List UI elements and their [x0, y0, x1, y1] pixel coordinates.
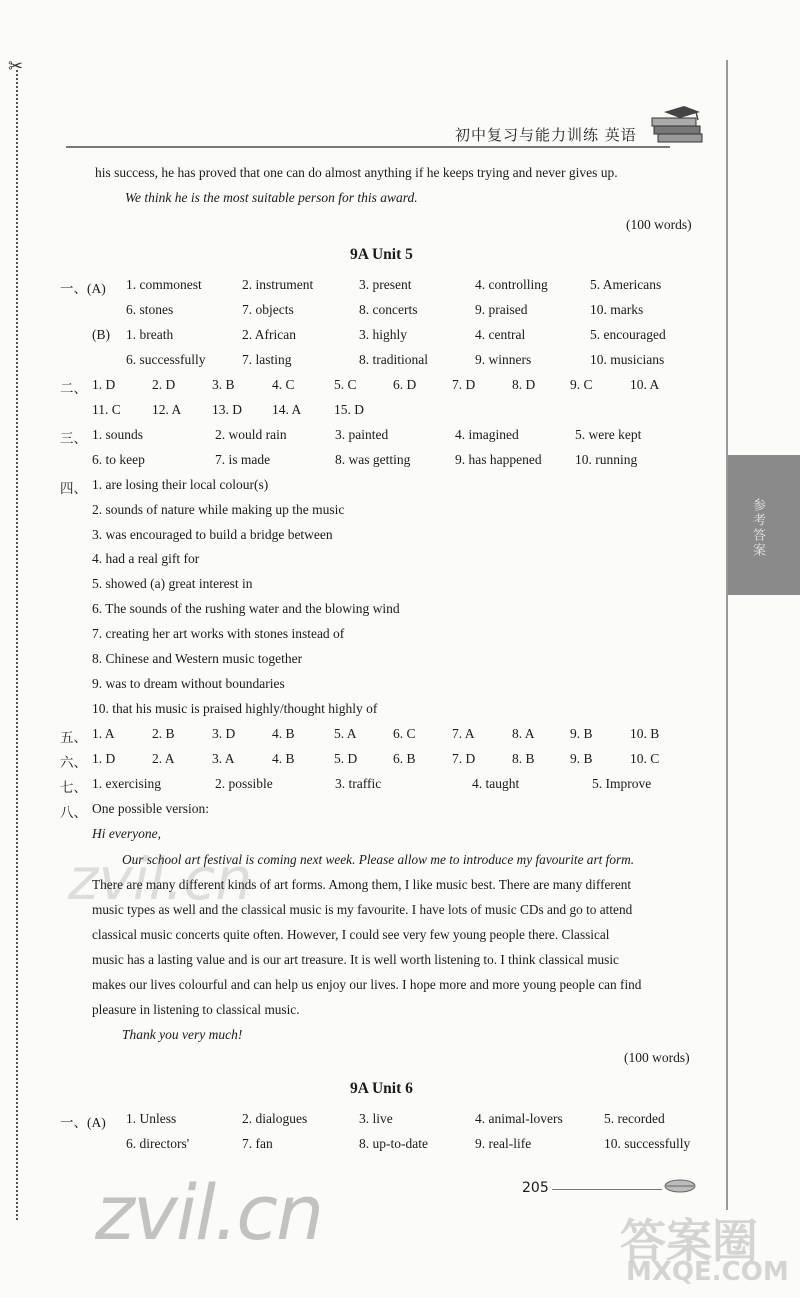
- u5-s6-3: 3. A: [212, 751, 235, 766]
- u5-s7-2: 2. possible: [215, 776, 273, 791]
- u5-s2-4: 4. C: [272, 377, 295, 392]
- u5-s4-item-10: 10. that his music is praised highly/thought highly of: [92, 701, 378, 716]
- u5-s3-2: 2. would rain: [215, 427, 287, 442]
- u5-s1-b-10: 10. musicians: [590, 352, 665, 367]
- watermark-bottom-left: zvil.cn: [95, 1168, 323, 1257]
- u5-s3-5: 5. were kept: [575, 427, 642, 442]
- u6-s1-2: 2. dialogues: [242, 1111, 308, 1126]
- u5-s6-5: 5. D: [334, 751, 358, 766]
- u5-s3-1: 1. sounds: [92, 427, 144, 442]
- unit6-title: 9A Unit 6: [350, 1080, 413, 1097]
- u5-s6-9: 9. B: [570, 751, 593, 766]
- u5-s1-b-7: 7. lasting: [242, 352, 292, 367]
- u5-s2-8: 8. D: [512, 377, 536, 392]
- u5-s8-line-4: classical music concerts quite often. However, I could see very few young people there. Classical: [92, 927, 610, 942]
- watermark-bottom-right-logo: 答案圈: [620, 1214, 758, 1268]
- u5-s1-b-9: 9. winners: [475, 352, 532, 367]
- u5-s5-5: 5. A: [334, 726, 357, 741]
- u6-s1-mark: 一、(A): [60, 1115, 106, 1130]
- u5-s8-greeting: Hi everyone,: [92, 826, 161, 841]
- u5-s2-12: 12. A: [152, 402, 182, 417]
- u5-s4-item-4: 4. had a real gift for: [92, 551, 200, 566]
- u5-s4-item-8: 8. Chinese and Western music together: [92, 651, 303, 666]
- u5-s1-b-2: 2. African: [242, 327, 296, 342]
- cut-line: [16, 70, 18, 1220]
- u5-s3-mark: 三、: [60, 431, 87, 446]
- u5-s7-mark: 七、: [60, 780, 87, 795]
- u5-s6-mark: 六、: [60, 755, 87, 770]
- u5-s5-10: 10. B: [630, 726, 660, 741]
- u5-s1-b-5: 5. encouraged: [590, 327, 666, 342]
- u5-s7-4: 4. taught: [472, 776, 520, 791]
- u5-s2-14: 14. A: [272, 402, 302, 417]
- u5-s1-a-4: 4. controlling: [475, 277, 548, 292]
- u6-s1-7: 7. fan: [242, 1136, 273, 1151]
- u5-s8-line-1: Our school art festival is coming next week. Please allow me to introduce my favourite art form.: [122, 852, 635, 867]
- u5-s3-4: 4. imagined: [455, 427, 519, 442]
- u5-s6-1: 1. D: [92, 751, 116, 766]
- u5-s1-a-10: 10. marks: [590, 302, 644, 317]
- u5-s1-b-3: 3. highly: [359, 327, 408, 342]
- u5-s2-9: 9. C: [570, 377, 593, 392]
- u5-s1-a-9: 9. praised: [475, 302, 528, 317]
- u6-s1-3: 3. live: [359, 1111, 393, 1126]
- u6-s1-1: 1. Unless: [126, 1111, 177, 1126]
- u5-s2-11: 11. C: [92, 402, 121, 417]
- u5-s3-9: 9. has happened: [455, 452, 542, 467]
- u5-s5-3: 3. D: [212, 726, 236, 741]
- u5-s1-mark: 一、(A): [60, 281, 106, 296]
- u5-s1-a-6: 6. stones: [126, 302, 174, 317]
- u5-s4-item-5: 5. showed (a) great interest in: [92, 576, 253, 591]
- watermark-bottom-right-url: MXQE.COM: [626, 1257, 789, 1287]
- u5-s5-9: 9. B: [570, 726, 593, 741]
- header-title: 初中复习与能力训练 英语: [455, 126, 637, 144]
- u5-s8-line-5: music has a lasting value and is our art treasure. It is well worth listening to. I think classical music: [92, 952, 619, 967]
- u5-s6-6: 6. B: [393, 751, 416, 766]
- u5-s2-7: 7. D: [452, 377, 476, 392]
- u5-s3-7: 7. is made: [215, 452, 271, 467]
- u5-s5-7: 7. A: [452, 726, 475, 741]
- u5-s4-item-7: 7. creating her art works with stones instead of: [92, 626, 345, 641]
- intro-line-1: his success, he has proved that one can do almost anything if he keeps trying and never gives up.: [95, 165, 618, 180]
- u5-s7-3: 3. traffic: [335, 776, 382, 791]
- u5-s8-intro: One possible version:: [92, 801, 209, 816]
- u5-s2-3: 3. B: [212, 377, 235, 392]
- intro-line-2: We think he is the most suitable person for this award.: [125, 190, 418, 205]
- u5-s6-7: 7. D: [452, 751, 476, 766]
- u5-s2-15: 15. D: [334, 402, 364, 417]
- u5-s5-8: 8. A: [512, 726, 535, 741]
- u5-s4-item-6: 6. The sounds of the rushing water and the blowing wind: [92, 601, 400, 616]
- u5-s4-item-2: 2. sounds of nature while making up the music: [92, 502, 345, 517]
- u5-s8-line-6: makes our lives colourful and can help us enjoy our lives. I hope more and more young people can find: [92, 977, 642, 992]
- u5-s6-4: 4. B: [272, 751, 295, 766]
- u5-s2-13: 13. D: [212, 402, 242, 417]
- side-tab-label: 参考答案: [750, 498, 765, 558]
- header-rule: [66, 146, 670, 148]
- u5-s1-b-1: 1. breath: [126, 327, 174, 342]
- intro-word-count: (100 words): [626, 217, 692, 232]
- u5-s3-6: 6. to keep: [92, 452, 145, 467]
- u5-s4-item-3: 3. was encouraged to build a bridge between: [92, 527, 333, 542]
- u6-s1-5: 5. recorded: [604, 1111, 665, 1126]
- u5-s4-item-1: 1. are losing their local colour(s): [92, 477, 269, 492]
- u5-s6-10: 10. C: [630, 751, 660, 766]
- u5-s7-1: 1. exercising: [92, 776, 161, 791]
- u5-s1-b-4: 4. central: [475, 327, 526, 342]
- u6-s1-10: 10. successfully: [604, 1136, 691, 1151]
- u6-s1-6: 6. directors': [126, 1136, 190, 1151]
- unit5-title: 9A Unit 5: [350, 246, 413, 263]
- u5-s6-8: 8. B: [512, 751, 535, 766]
- u5-s5-6: 6. C: [393, 726, 416, 741]
- u5-s1-a-3: 3. present: [359, 277, 412, 292]
- u5-s1-b-6: 6. successfully: [126, 352, 206, 367]
- u6-s1-4: 4. animal-lovers: [475, 1111, 563, 1126]
- u5-s1-a-5: 5. Americans: [590, 277, 662, 292]
- u5-s4-item-9: 9. was to dream without boundaries: [92, 676, 285, 691]
- u5-s2-5: 5. C: [334, 377, 357, 392]
- u5-s5-2: 2. B: [152, 726, 175, 741]
- u5-s1-a-2: 2. instrument: [242, 277, 314, 292]
- u5-s7-5: 5. Improve: [592, 776, 652, 791]
- u6-s1-9: 9. real-life: [475, 1136, 532, 1151]
- u5-s8-word-count: (100 words): [624, 1050, 690, 1065]
- u5-s1-a-1: 1. commonest: [126, 277, 202, 292]
- u5-s3-10: 10. running: [575, 452, 638, 467]
- u5-s6-2: 2. A: [152, 751, 175, 766]
- u5-s8-closing: Thank you very much!: [122, 1027, 243, 1042]
- u5-s8-mark: 八、: [60, 805, 87, 820]
- u5-s1-a-7: 7. objects: [242, 302, 294, 317]
- u5-s1-b-8: 8. traditional: [359, 352, 428, 367]
- u5-s5-mark: 五、: [60, 730, 87, 745]
- u5-s5-1: 1. A: [92, 726, 115, 741]
- u5-s8-line-3: music types as well and the classical music is my favourite. I have lots of music CDs and go to attend: [92, 902, 633, 917]
- books-icon: [650, 104, 706, 146]
- u5-s1-a-8: 8. concerts: [359, 302, 418, 317]
- u5-s5-4: 4. B: [272, 726, 295, 741]
- u5-s4-mark: 四、: [60, 481, 87, 496]
- footer-rule: [552, 1189, 662, 1190]
- u5-s3-3: 3. painted: [335, 427, 389, 442]
- u5-s1-b-mark: (B): [92, 327, 110, 342]
- page-number: 205: [522, 1180, 549, 1196]
- leaf-ornament-icon: [662, 1176, 698, 1196]
- u5-s3-8: 8. was getting: [335, 452, 411, 467]
- scissors-icon: ✂: [8, 56, 24, 77]
- u6-s1-8: 8. up-to-date: [359, 1136, 428, 1151]
- right-margin-rule: [726, 60, 728, 1210]
- u5-s2-6: 6. D: [393, 377, 417, 392]
- u5-s2-mark: 二、: [60, 381, 87, 396]
- u5-s8-line-2: There are many different kinds of art forms. Among them, I like music best. There are many different: [92, 877, 632, 892]
- u5-s8-line-7: pleasure in listening to classical music.: [92, 1002, 300, 1017]
- watermark-middle: zvil.cn: [68, 845, 253, 913]
- u5-s2-1: 1. D: [92, 377, 116, 392]
- u5-s2-10: 10. A: [630, 377, 660, 392]
- u5-s2-2: 2. D: [152, 377, 176, 392]
